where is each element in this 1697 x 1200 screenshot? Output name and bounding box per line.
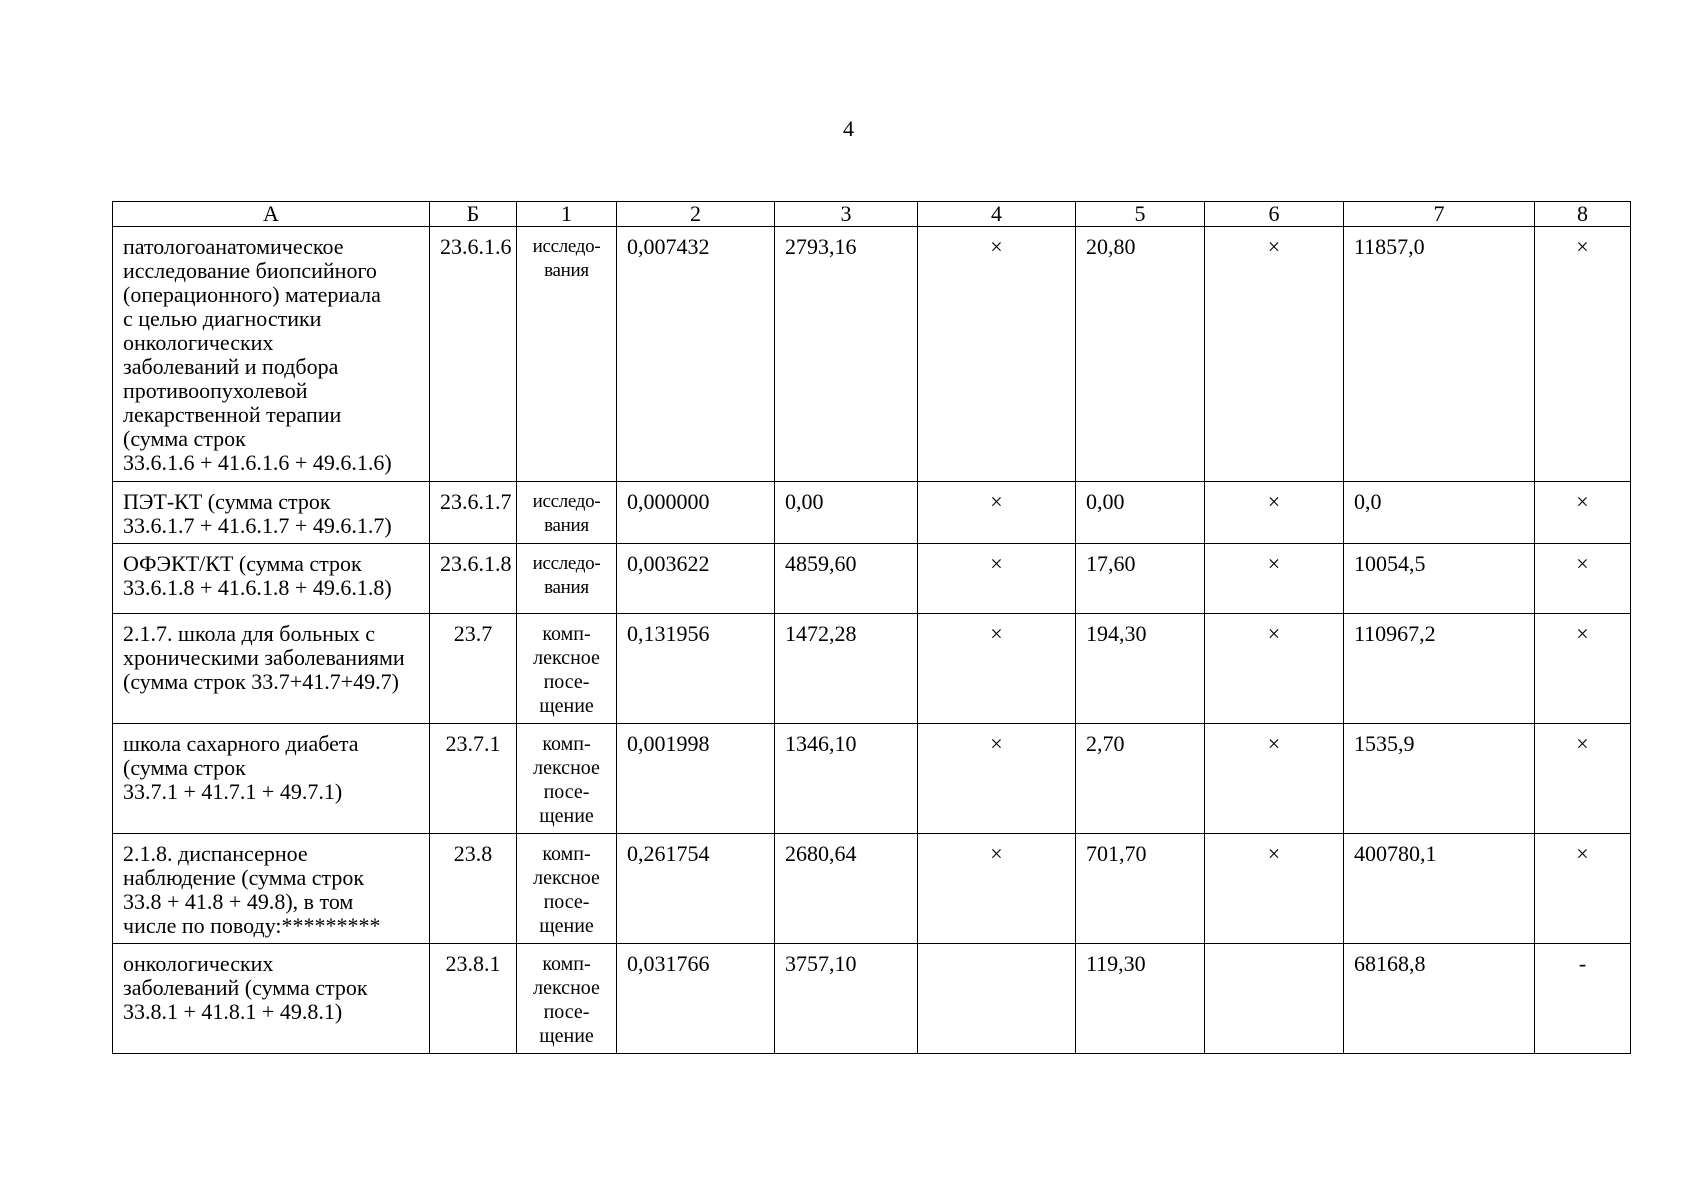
row-col-3: 1472,28 bbox=[775, 614, 918, 724]
row-col-2: 0,131956 bbox=[617, 614, 775, 724]
row-name: 2.1.8. диспансерное наблюдение (сумма строк 33.8 + 41.8 + 49.8), в том числе по поводу:********* bbox=[113, 834, 430, 944]
row-name: онкологических заболеваний (сумма строк 33.8.1 + 41.8.1 + 49.8.1) bbox=[113, 944, 430, 1054]
row-col-5: 17,60 bbox=[1076, 544, 1205, 614]
table-row bbox=[113, 614, 1631, 724]
row-name: ОФЭКТ/КТ (сумма строк 33.6.1.8 + 41.6.1.8 + 49.6.1.8) bbox=[113, 544, 430, 614]
header-cell-5: 5 bbox=[1076, 202, 1205, 227]
row-unit: комп- лексное посе- щение bbox=[517, 944, 617, 1054]
row-col-3: 2793,16 bbox=[775, 227, 918, 482]
row-col-4: × bbox=[918, 834, 1076, 944]
row-col-5: 20,80 bbox=[1076, 227, 1205, 482]
row-col-2: 0,007432 bbox=[617, 227, 775, 482]
header-cell-a: А bbox=[113, 202, 430, 227]
row-code: 23.6.1.6 bbox=[430, 227, 517, 482]
row-col-3: 3757,10 bbox=[775, 944, 918, 1054]
table-row bbox=[113, 724, 1631, 834]
row-code: 23.7 bbox=[430, 614, 517, 724]
row-col-4 bbox=[918, 944, 1076, 1054]
row-col-6: × bbox=[1205, 614, 1344, 724]
row-col-8: × bbox=[1535, 482, 1631, 544]
row-col-4: × bbox=[918, 614, 1076, 724]
row-unit: комп- лексное посе- щение bbox=[517, 614, 617, 724]
row-col-5: 701,70 bbox=[1076, 834, 1205, 944]
row-name: 2.1.7. школа для больных с хроническими заболеваниями (сумма строк 33.7+41.7+49.7) bbox=[113, 614, 430, 724]
header-cell-7: 7 bbox=[1344, 202, 1535, 227]
row-unit: исследо- вания bbox=[517, 227, 617, 482]
row-col-4: × bbox=[918, 227, 1076, 482]
table-row bbox=[113, 544, 1631, 614]
row-code: 23.7.1 bbox=[430, 724, 517, 834]
header-row bbox=[113, 202, 1631, 227]
row-col-8: × bbox=[1535, 724, 1631, 834]
row-code: 23.6.1.7 bbox=[430, 482, 517, 544]
table-row bbox=[113, 944, 1631, 1054]
header-cell-b: Б bbox=[430, 202, 517, 227]
row-col-6 bbox=[1205, 944, 1344, 1054]
row-col-2: 0,001998 bbox=[617, 724, 775, 834]
row-col-7: 400780,1 bbox=[1344, 834, 1535, 944]
row-col-5: 0,00 bbox=[1076, 482, 1205, 544]
row-col-6: × bbox=[1205, 544, 1344, 614]
row-col-6: × bbox=[1205, 227, 1344, 482]
row-code: 23.8.1 bbox=[430, 944, 517, 1054]
row-col-6: × bbox=[1205, 834, 1344, 944]
row-code: 23.8 bbox=[430, 834, 517, 944]
header-cell-3: 3 bbox=[775, 202, 918, 227]
row-col-4: × bbox=[918, 544, 1076, 614]
row-unit: исследо- вания bbox=[517, 482, 617, 544]
row-col-5: 194,30 bbox=[1076, 614, 1205, 724]
row-col-7: 68168,8 bbox=[1344, 944, 1535, 1054]
row-col-2: 0,000000 bbox=[617, 482, 775, 544]
table-row bbox=[113, 834, 1631, 944]
row-col-3: 4859,60 bbox=[775, 544, 918, 614]
row-col-8: - bbox=[1535, 944, 1631, 1054]
row-col-6: × bbox=[1205, 724, 1344, 834]
row-col-7: 11857,0 bbox=[1344, 227, 1535, 482]
page-number: 4 bbox=[843, 116, 854, 141]
row-code: 23.6.1.8 bbox=[430, 544, 517, 614]
row-col-2: 0,031766 bbox=[617, 944, 775, 1054]
table-row bbox=[113, 482, 1631, 544]
row-col-3: 0,00 bbox=[775, 482, 918, 544]
table-row bbox=[113, 227, 1631, 482]
header-cell-1: 1 bbox=[517, 202, 617, 227]
row-col-8: × bbox=[1535, 614, 1631, 724]
row-name: школа сахарного диабета (сумма строк 33.7.1 + 41.7.1 + 49.7.1) bbox=[113, 724, 430, 834]
row-col-8: × bbox=[1535, 834, 1631, 944]
row-col-4: × bbox=[918, 724, 1076, 834]
row-col-5: 119,30 bbox=[1076, 944, 1205, 1054]
header-cell-4: 4 bbox=[918, 202, 1076, 227]
row-col-8: × bbox=[1535, 544, 1631, 614]
row-unit: комп- лексное посе- щение bbox=[517, 724, 617, 834]
row-col-3: 1346,10 bbox=[775, 724, 918, 834]
row-col-4: × bbox=[918, 482, 1076, 544]
row-col-2: 0,003622 bbox=[617, 544, 775, 614]
row-col-6: × bbox=[1205, 482, 1344, 544]
header-cell-8: 8 bbox=[1535, 202, 1631, 227]
row-unit: исследо- вания bbox=[517, 544, 617, 614]
header-cell-6: 6 bbox=[1205, 202, 1344, 227]
header-cell-2: 2 bbox=[617, 202, 775, 227]
row-col-5: 2,70 bbox=[1076, 724, 1205, 834]
row-col-3: 2680,64 bbox=[775, 834, 918, 944]
row-col-2: 0,261754 bbox=[617, 834, 775, 944]
row-col-8: × bbox=[1535, 227, 1631, 482]
data-table bbox=[112, 201, 1631, 1054]
row-col-7: 110967,2 bbox=[1344, 614, 1535, 724]
row-name: ПЭТ-КТ (сумма строк 33.6.1.7 + 41.6.1.7 + 49.6.1.7) bbox=[113, 482, 430, 544]
row-col-7: 0,0 bbox=[1344, 482, 1535, 544]
row-name: патологоанатомическое исследование биопсийного (операционного) материала с целью диагностики онкологических заболеваний и подбора противоопухолевой лекарственной терапии (сумма строк 33.6.1.6 + 41.6.1.6 + 49.6.1.6) bbox=[113, 227, 430, 482]
row-col-7: 1535,9 bbox=[1344, 724, 1535, 834]
row-col-7: 10054,5 bbox=[1344, 544, 1535, 614]
row-unit: комп- лексное посе- щение bbox=[517, 834, 617, 944]
